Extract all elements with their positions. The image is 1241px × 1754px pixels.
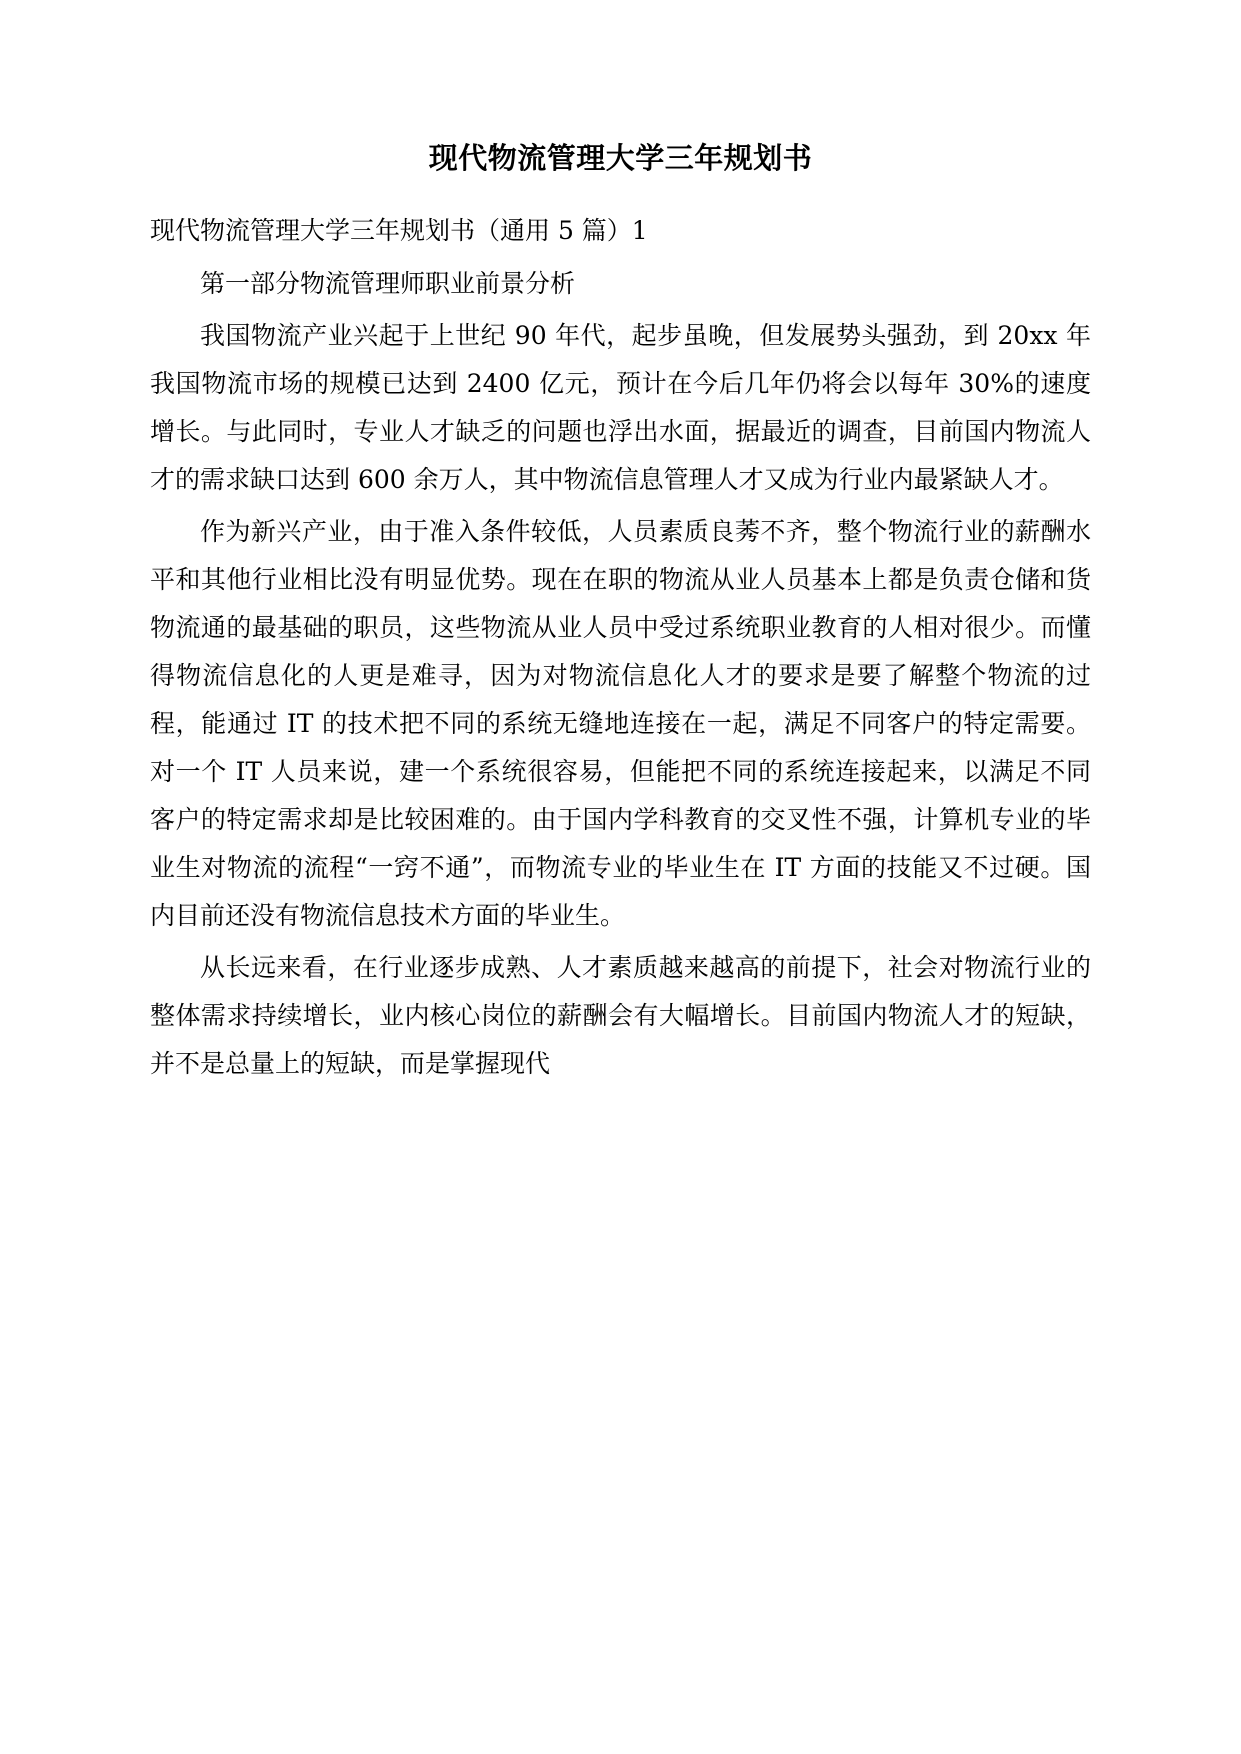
body-paragraph-2: 作为新兴产业，由于准入条件较低，人员素质良莠不齐，整个物流行业的薪酬水平和其他行业相比没有明显优势。现在在职的物流从业人员基本上都是负责仓储和货物流通的最基础的职员，这些物流从业人员中受过系统职业教育的人相对很少。而懂得物流信息化的人更是难寻，因为对物流信息化人才的要求是要了解整个物流的过程，能通过 IT 的技术把不同的系统无缝地连接在一起，满足不同客户的特定需要。对一个 IT 人员来说，建一个系统很容易，但能把不同的系统连接起来，以满足不同客户的特定需求却是比较困难的。由于国内学科教育的交叉性不强，计算机专业的毕业生对物流的流程“一窍不通”，而物流专业的毕业生在 IT 方面的技能又不过硬。国内目前还没有物流信息技术方面的毕业生。 [150,517,1091,931]
section-heading-paragraph: 第一部分物流管理师职业前景分析 [200,269,576,299]
document-subtitle: 现代物流管理大学三年规划书（通用 5 篇）1 [150,215,648,245]
body-paragraph-1: 我国物流产业兴起于上世纪 90 年代，起步虽晚，但发展势头强劲，到 20xx 年我国物流市场的规模已达到 2400 亿元，预计在今后几年仍将会以每年 30%的速度增长。与此同时，专业人才缺乏的问题也浮出水面，据最近的调查，目前国内物流人才的需求缺口达到 600 余万人，其中物流信息管理人才又成为行业内最紧缺人才。 [150,321,1091,495]
page-title: 现代物流管理大学三年规划书 [428,141,813,175]
body-paragraph-3: 从长远来看，在行业逐步成熟、人才素质越来越高的前提下，社会对物流行业的整体需求持续增长，业内核心岗位的薪酬会有大幅增长。目前国内物流人才的短缺，并不是总量上的短缺，而是掌握现代 [150,953,1091,1079]
